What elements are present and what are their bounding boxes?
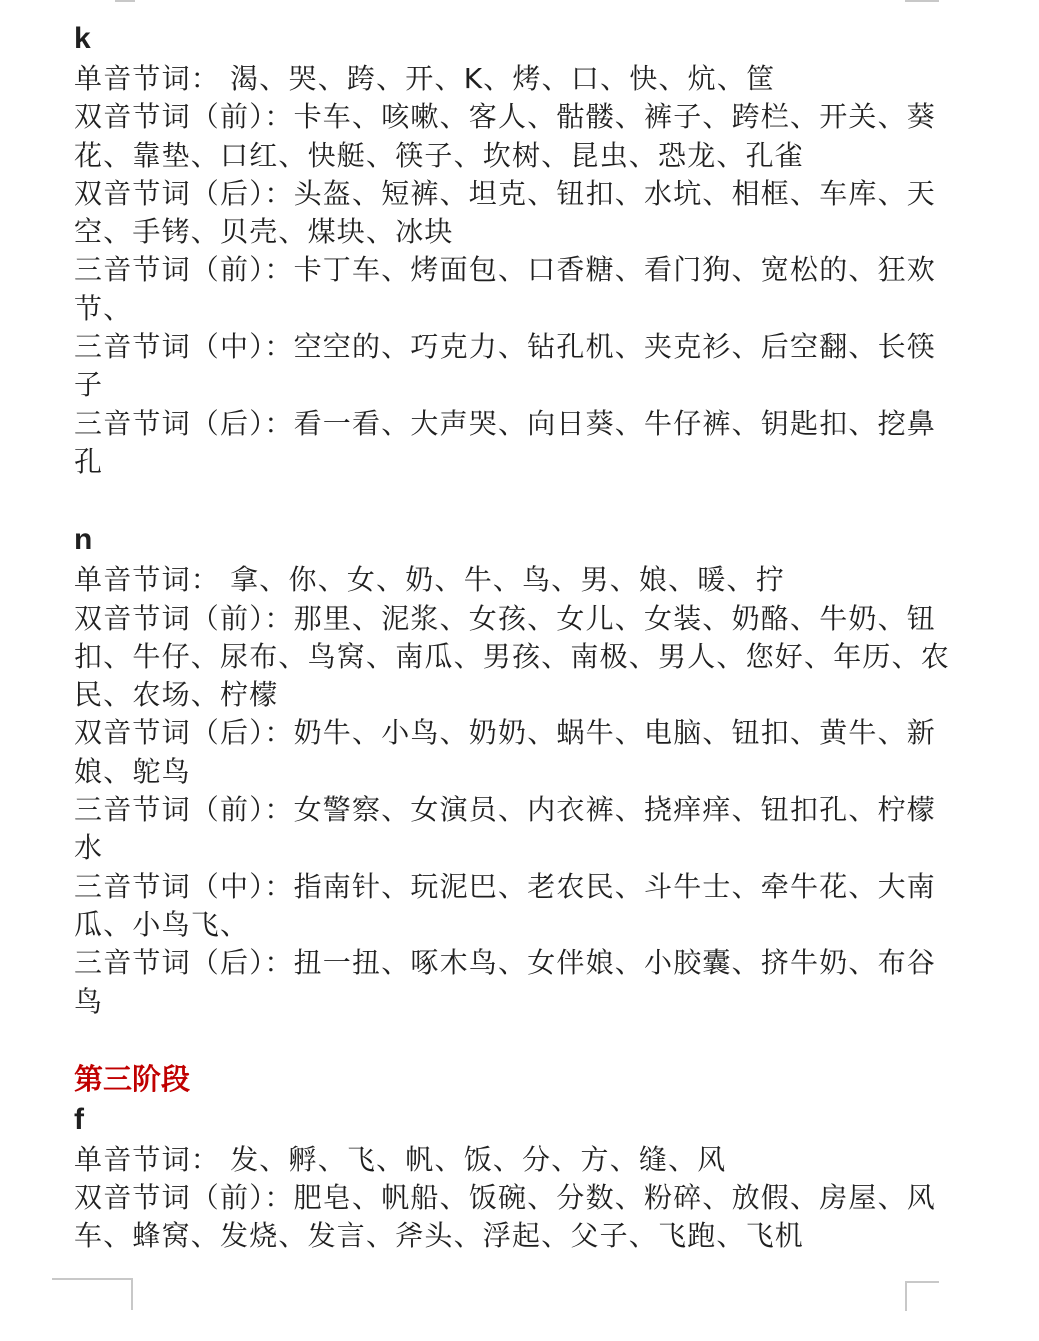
n-double-back-row: 双音节词（后）：奶牛、小鸟、奶奶、蜗牛、电脑、钮扣、黄牛、新娘、鸵鸟: [74, 716, 937, 788]
crop-mark-bottom-right: [905, 1281, 939, 1283]
section-spacer: [74, 1021, 964, 1059]
section-k: [74, 18, 964, 481]
f-double-front-row: 双音节词（前）：肥皂、帆船、饭碗、分数、粉碎、放假、房屋、风车、蜂窝、发烧、发言、斧头、浮起、父子、飞跑、飞机: [74, 1181, 937, 1253]
k-double-front-row: 双音节词（前）：卡车、咳嗽、客人、骷髅、裤子、跨栏、开关、葵花、靠垫、口红、快艇、筷子、坎树、昆虫、恐龙、孔雀: [74, 100, 937, 172]
k-triple-back-row: 三音节词（后）：看一看、大声哭、向日葵、牛仔裤、钥匙扣、挖鼻孔: [74, 406, 937, 478]
section-f: [74, 1099, 964, 1256]
section-letter-n: n: [74, 523, 93, 557]
n-triple-back-row: 三音节词（后）：扭一扭、啄木鸟、女伴娘、小胶囊、挤牛奶、布谷鸟: [74, 946, 937, 1018]
crop-mark-top-right: [905, 0, 939, 2]
crop-mark-bottom-left: [52, 1278, 132, 1280]
n-double-front-row: 双音节词（前）：那里、泥浆、女孩、女儿、女装、奶酪、牛奶、钮扣、牛仔、尿布、鸟窝、南瓜、男孩、南极、男人、您好、年历、农民、农场、柠檬: [74, 601, 951, 712]
f-single-syllable-row: 单音节词： 发、孵、飞、帆、饭、分、方、缝、风: [74, 1142, 727, 1176]
section-spacer: [74, 481, 964, 519]
document-page: [74, 18, 964, 1256]
crop-mark-bottom-right-vertical: [905, 1281, 907, 1311]
stage-title: 第三阶段: [74, 1061, 191, 1096]
section-letter-k: k: [74, 22, 91, 55]
n-triple-front-row: 三音节词（前）：女警察、女演员、内衣裤、挠痒痒、钮扣孔、柠檬水: [74, 793, 937, 865]
k-single-syllable-row: 单音节词： 渴、哭、跨、开、K、烤、口、快、炕、筐: [74, 62, 776, 95]
crop-mark-top-left: [115, 0, 135, 2]
crop-mark-bottom-left-vertical: [131, 1278, 133, 1310]
section-n: [74, 519, 964, 1021]
k-triple-middle-row: 三音节词（中）：空空的、巧克力、钻孔机、夹克衫、后空翻、长筷子: [74, 330, 937, 402]
k-double-back-row: 双音节词（后）：头盔、短裤、坦克、钮扣、水坑、相框、车库、天空、手铐、贝壳、煤块、冰块: [74, 176, 937, 249]
n-single-syllable-row: 单音节词： 拿、你、女、奶、牛、鸟、男、娘、暖、拧: [74, 563, 785, 597]
section-letter-f: f: [74, 1102, 84, 1136]
n-triple-middle-row: 三音节词（中）：指南针、玩泥巴、老农民、斗牛士、牵牛花、大南瓜、小鸟飞、: [74, 869, 937, 941]
k-triple-front-row: 三音节词（前）：卡丁车、烤面包、口香糖、看门狗、宽松的、狂欢节、: [74, 253, 937, 325]
